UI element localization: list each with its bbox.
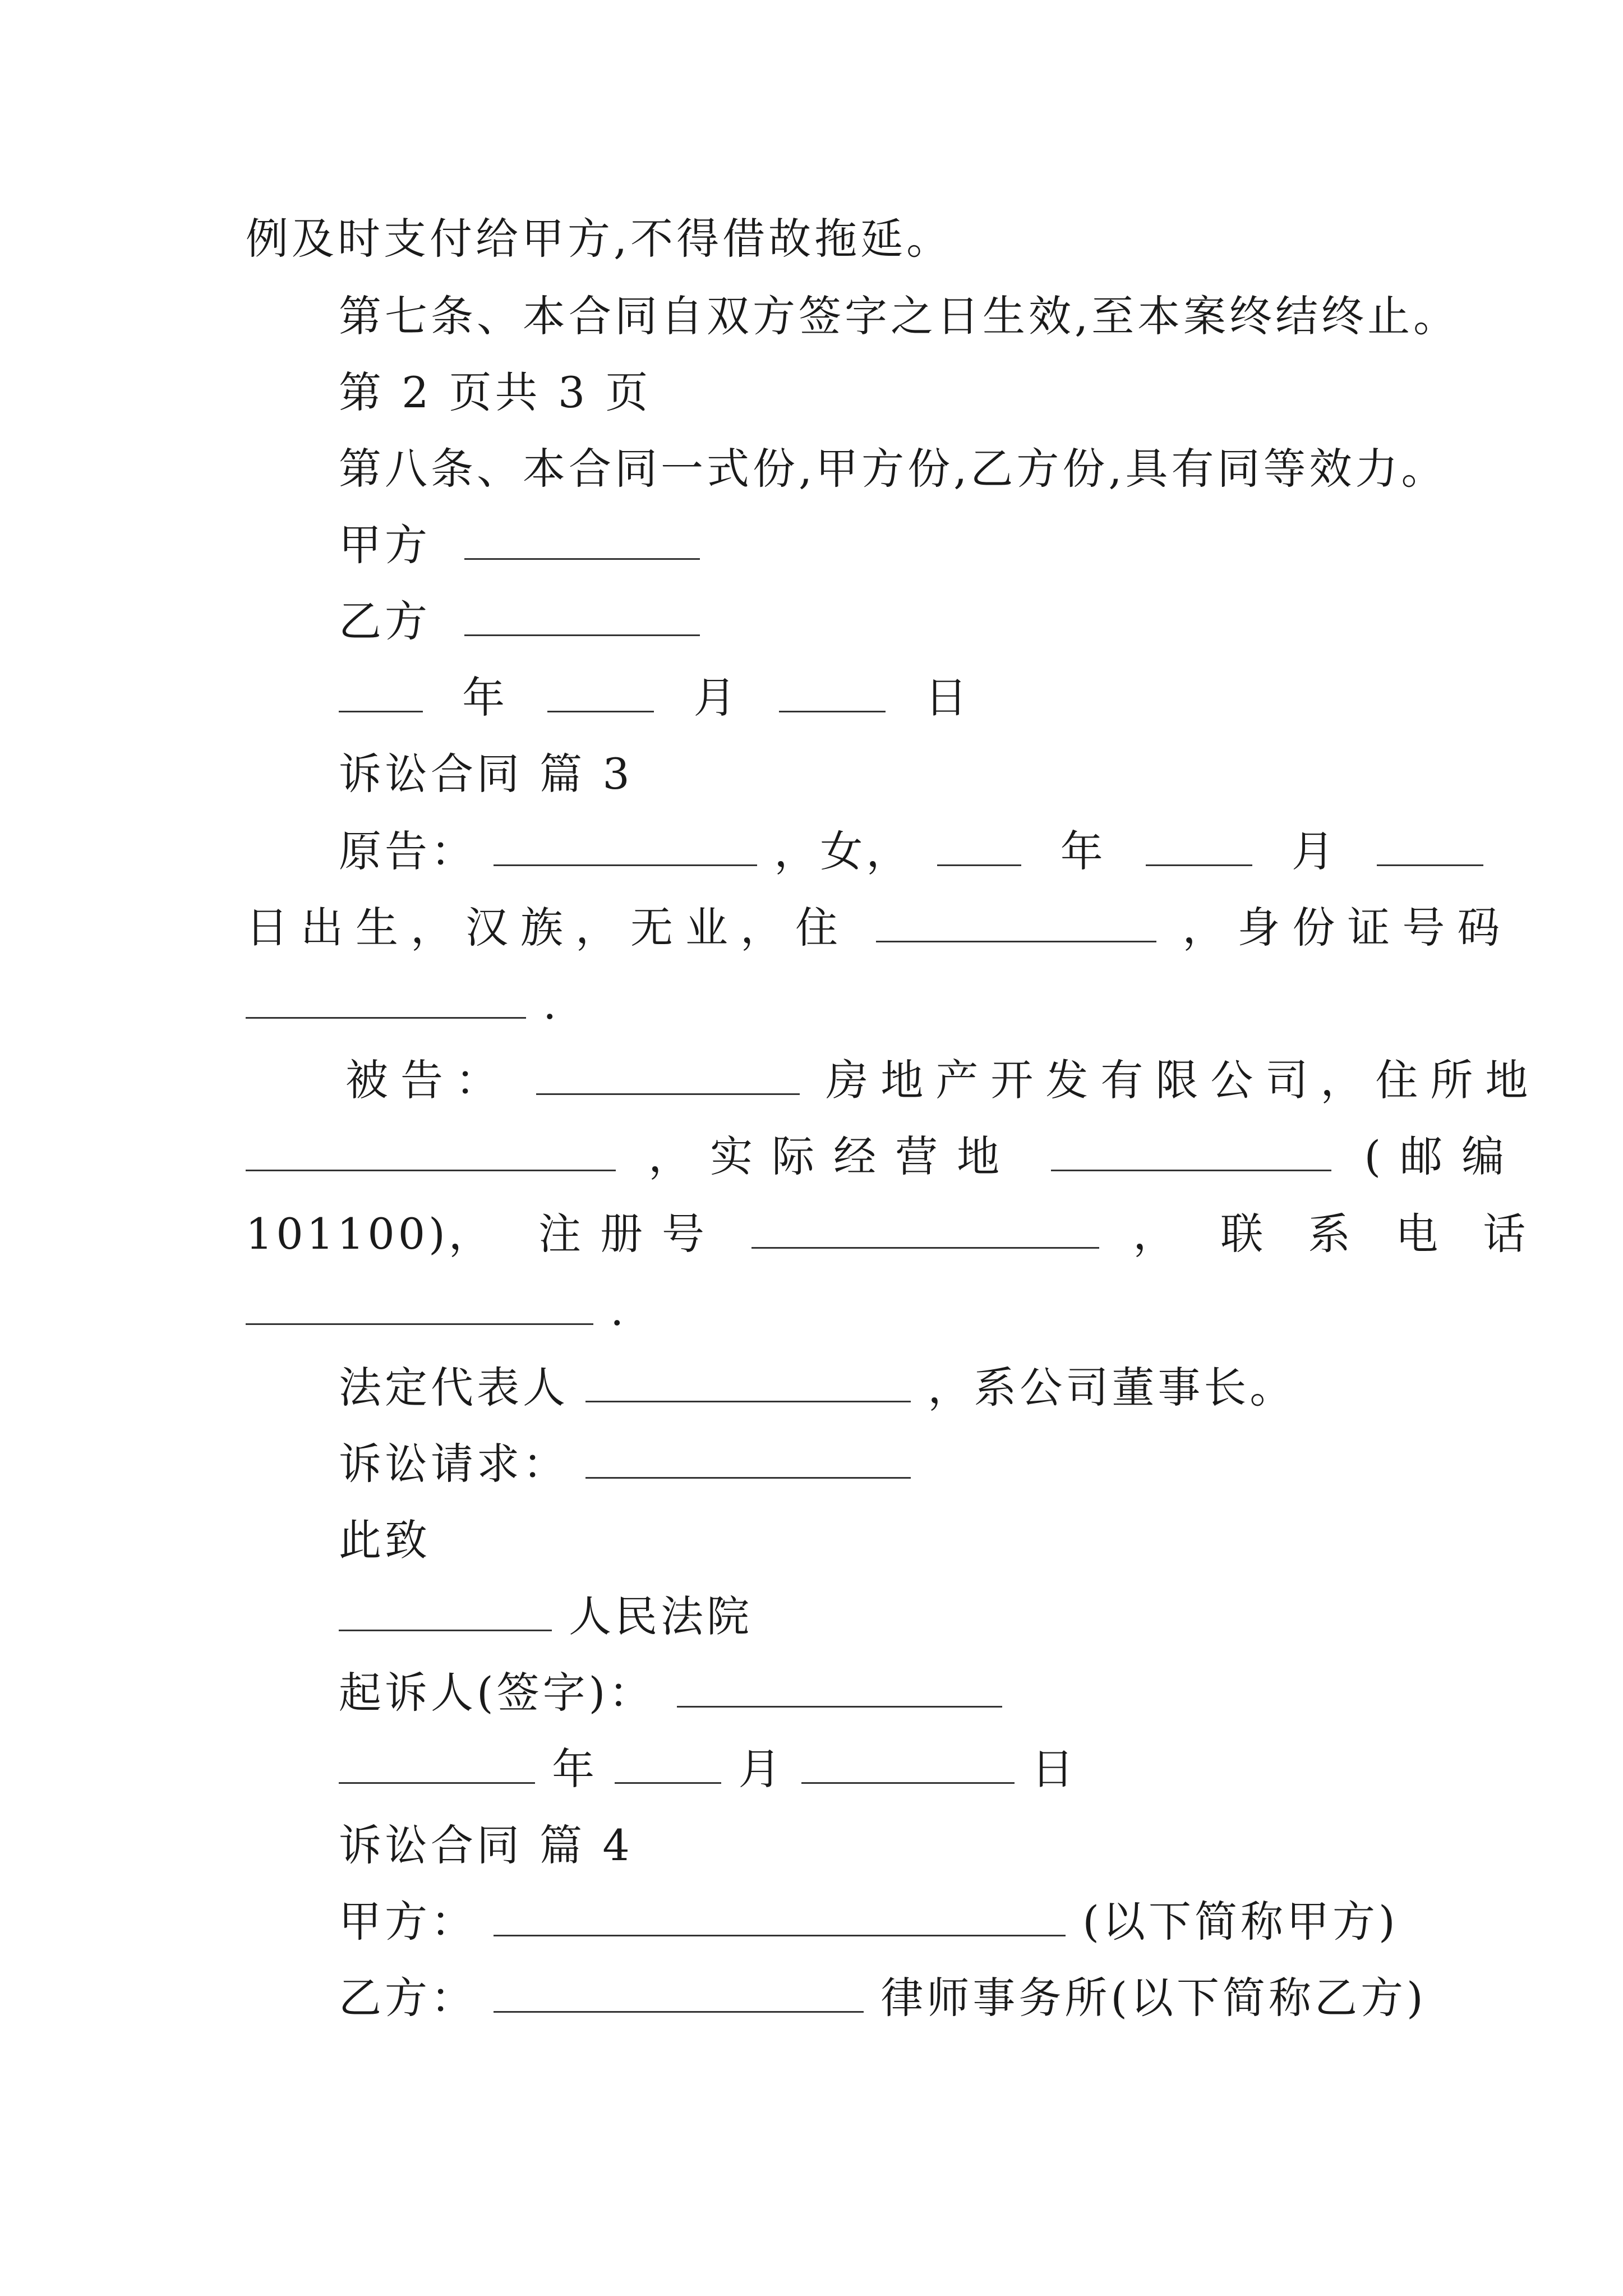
signature-label: 起诉人(签字)： (339, 1668, 655, 1718)
registration-label: 注册号 (538, 1209, 723, 1259)
born-text: 日出生，汉族，无业，住 (246, 903, 850, 953)
year-label: 年 (462, 673, 509, 723)
blank-field (1051, 1133, 1331, 1171)
phone-label: ，联系电话 (1133, 1209, 1571, 1259)
party-a-tail: (以下简称甲方) (1082, 1897, 1399, 1947)
period: . (610, 1285, 628, 1335)
party-b-tail: 律师事务所(以下简称乙方) (880, 1973, 1427, 2023)
plaintiff-gender: ，女， (774, 826, 912, 876)
court-label: 人民法院 (569, 1591, 753, 1641)
legal-rep-line (339, 1360, 1295, 1416)
blank-field (937, 827, 1021, 866)
legal-rep-label: 法定代表人 (339, 1363, 569, 1412)
blank-field (547, 674, 654, 712)
day-label: 日 (1031, 1744, 1077, 1794)
respect-line: 此致 (339, 1515, 431, 1565)
party-a-sign-line (339, 517, 700, 573)
day-label: 日 (924, 673, 971, 723)
party-a-label: 甲方： (339, 1897, 477, 1947)
month-label: 月 (693, 673, 740, 723)
blank-field (339, 1593, 552, 1631)
blank-field (339, 1745, 535, 1784)
year-label: 年 (1060, 826, 1106, 876)
date-line (339, 670, 971, 726)
defendant-label: 被告： (345, 1055, 510, 1105)
blank-field (1377, 827, 1483, 866)
claims-line (339, 1436, 911, 1492)
blank-field (494, 1898, 1066, 1936)
postcode-value: 101100)， (246, 1209, 495, 1259)
id-number-line (246, 976, 560, 1032)
blank-field (801, 1745, 1015, 1784)
plaintiff-label: 原告： (339, 826, 477, 876)
id-number-label: ，身份证号码 (1182, 903, 1513, 953)
page-number: 第 2 页共 3 页 (339, 367, 652, 417)
blank-field (246, 980, 526, 1019)
party-b-label: 乙方 (339, 596, 431, 646)
section-title-3: 诉讼合同 篇 3 (339, 749, 633, 799)
party-b-line (339, 1970, 1427, 2026)
article-7: 第七条、本合同自双方签字之日生效,至本案终结终止。 (339, 291, 1460, 341)
blank-field (585, 1364, 911, 1402)
blank-field (246, 1286, 593, 1325)
defendant-line (345, 1052, 1540, 1108)
month-label: 月 (1292, 826, 1338, 876)
sign-date-line (339, 1741, 1077, 1797)
party-b-label: 乙方： (339, 1973, 477, 2023)
blank-field (339, 674, 423, 712)
blank-field (494, 827, 757, 866)
party-a-label: 甲方 (339, 520, 431, 570)
blank-field (615, 1745, 721, 1784)
blank-field (876, 904, 1156, 942)
article-8: 第八条、本合同一式份,甲方份,乙方份,具有同等效力。 (339, 444, 1447, 494)
blank-field (494, 1974, 864, 2013)
plaintiff-line (339, 823, 1483, 880)
blank-field (246, 1133, 616, 1171)
blank-field (464, 521, 700, 560)
blank-field (1146, 827, 1252, 866)
party-b-sign-line (339, 593, 700, 650)
plaintiff-detail-line (246, 900, 1512, 956)
defendant-address-line (246, 1129, 1523, 1185)
section-title-4: 诉讼合同 篇 4 (339, 1820, 633, 1870)
legal-rep-tail: ，系公司董事长。 (928, 1363, 1296, 1412)
court-line (339, 1589, 753, 1645)
defendant-company: 房地产开发有限公司，住所地 (826, 1055, 1541, 1105)
month-label: 月 (738, 1744, 785, 1794)
blank-field (677, 1669, 1002, 1708)
signature-line (339, 1665, 1002, 1721)
postcode-label: (邮编 (1364, 1131, 1524, 1181)
year-label: 年 (552, 1744, 598, 1794)
blank-field (779, 674, 886, 712)
period: . (543, 979, 560, 1029)
blank-field (464, 597, 700, 636)
phone-value-line (246, 1282, 627, 1338)
blank-field (751, 1210, 1099, 1249)
claims-label: 诉讼请求： (339, 1439, 569, 1489)
blank-field (585, 1440, 911, 1479)
text-line: 例及时支付给甲方,不得借故拖延。 (246, 214, 953, 264)
party-a-line (339, 1894, 1399, 1950)
registration-line (246, 1206, 1570, 1262)
actual-place-label: ，实际经营地 (648, 1131, 1019, 1181)
blank-field (536, 1056, 800, 1095)
